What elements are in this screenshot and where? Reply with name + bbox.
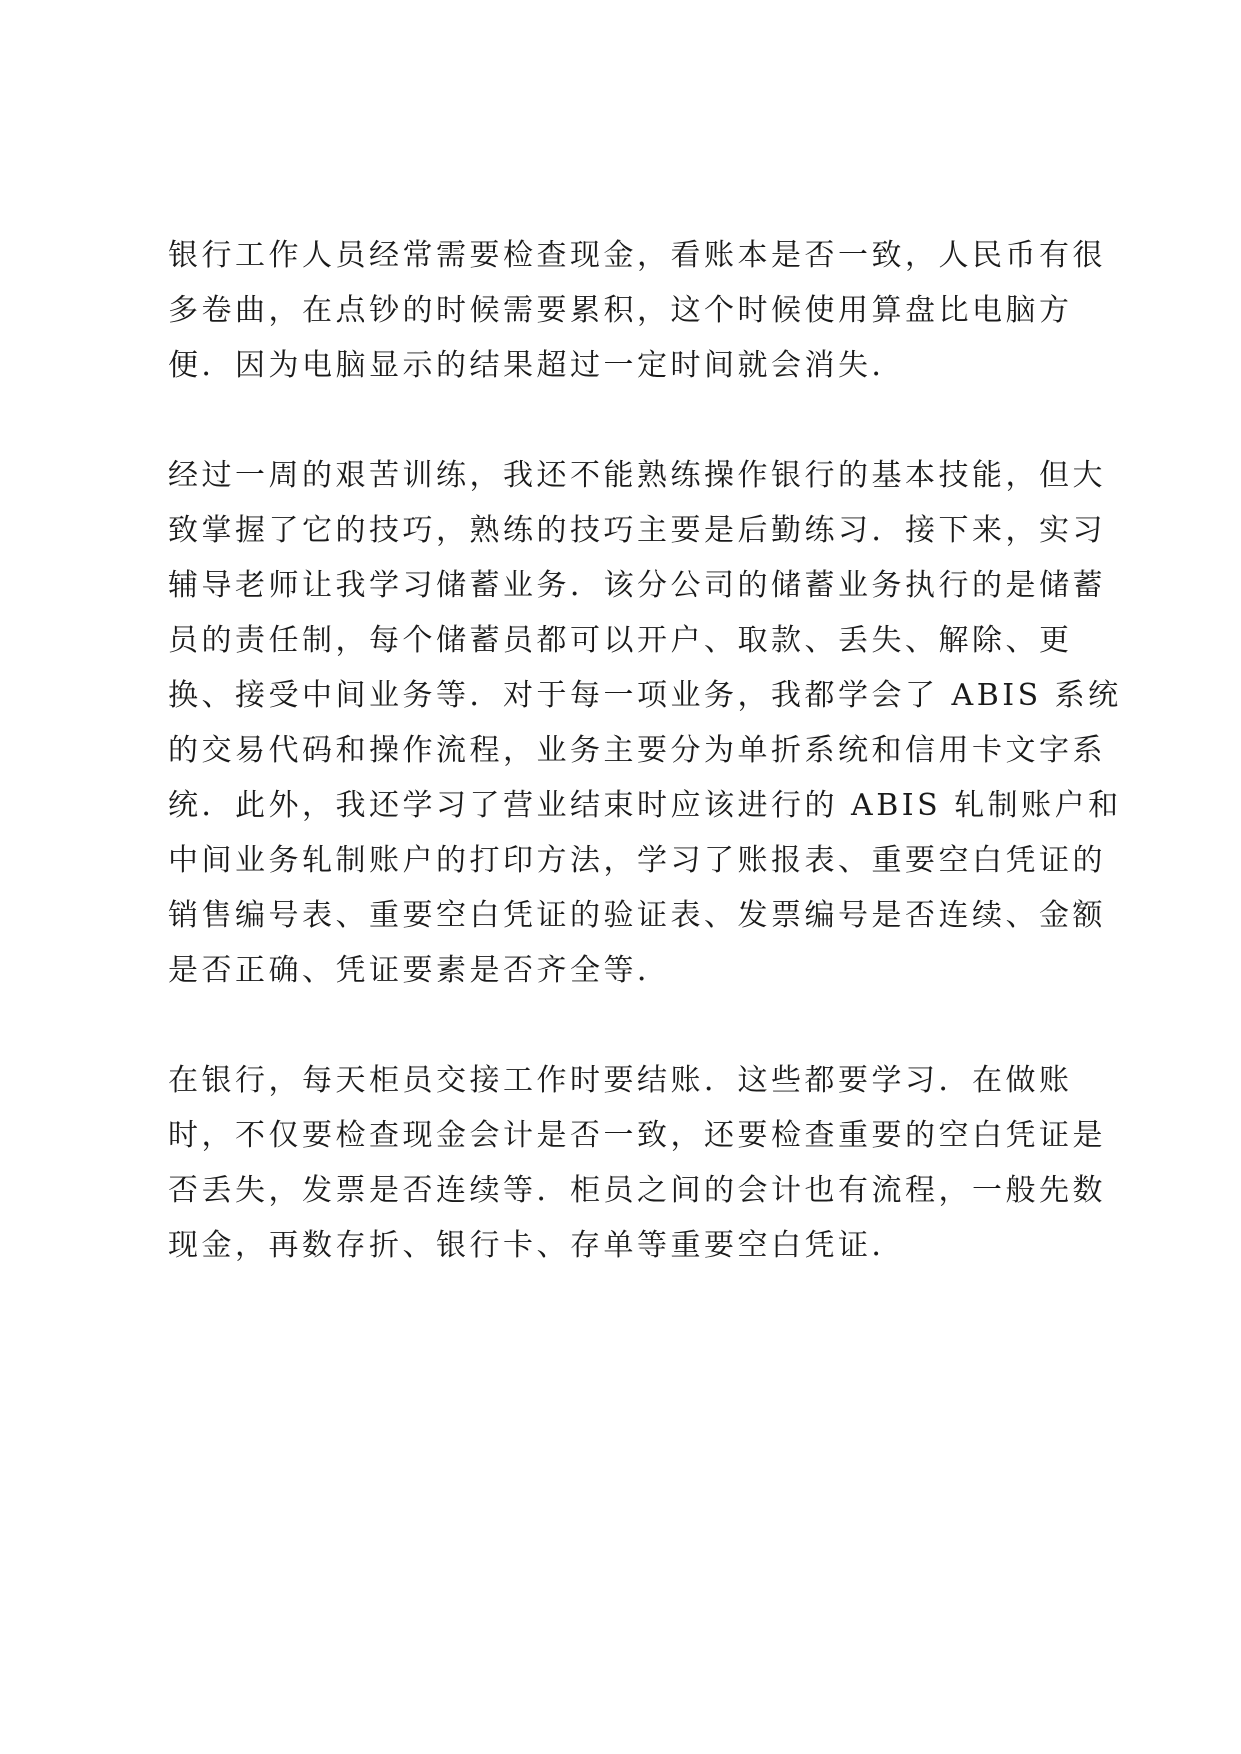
- text-line: 否丢失，发票是否连续等．柜员之间的会计也有流程，一般先数: [168, 1173, 1106, 1208]
- text-line: 的交易代码和操作流程，业务主要分为单折系统和信用卡文字系: [168, 733, 1106, 768]
- paragraph-2: [168, 448, 1122, 998]
- text-line: 致掌握了它的技巧，熟练的技巧主要是后勤练习．接下来，实习: [168, 513, 1106, 548]
- text-line: 中间业务轧制账户的打印方法，学习了账报表、重要空白凭证的: [168, 843, 1106, 878]
- text-line: 银行工作人员经常需要检查现金，看账本是否一致，人民币有很: [168, 238, 1106, 273]
- text-line: 在银行，每天柜员交接工作时要结账．这些都要学习．在做账: [168, 1063, 1073, 1098]
- text-line: 多卷曲，在点钞的时候需要累积，这个时候使用算盘比电脑方: [168, 293, 1073, 328]
- paragraph-1: [168, 228, 1106, 393]
- text-line: 统．此外，我还学习了营业结束时应该进行的 ABIS 轧制账户和: [168, 788, 1122, 823]
- text-line: 经过一周的艰苦训练，我还不能熟练操作银行的基本技能，但大: [168, 458, 1106, 493]
- text-line: 现金，再数存折、银行卡、存单等重要空白凭证．: [168, 1228, 905, 1263]
- text-line: 便．因为电脑显示的结果超过一定时间就会消失．: [168, 348, 905, 383]
- text-line: 换、接受中间业务等．对于每一项业务，我都学会了 ABIS 系统: [168, 678, 1122, 713]
- paragraph-3: [168, 1053, 1106, 1273]
- text-line: 辅导老师让我学习储蓄业务．该分公司的储蓄业务执行的是储蓄: [168, 568, 1106, 603]
- document-body: [168, 228, 1122, 1328]
- text-line: 员的责任制，每个储蓄员都可以开户、取款、丢失、解除、更: [168, 623, 1073, 658]
- text-line: 时，不仅要检查现金会计是否一致，还要检查重要的空白凭证是: [168, 1118, 1106, 1153]
- text-line: 是否正确、凭证要素是否齐全等．: [168, 953, 671, 988]
- text-line: 销售编号表、重要空白凭证的验证表、发票编号是否连续、金额: [168, 898, 1106, 933]
